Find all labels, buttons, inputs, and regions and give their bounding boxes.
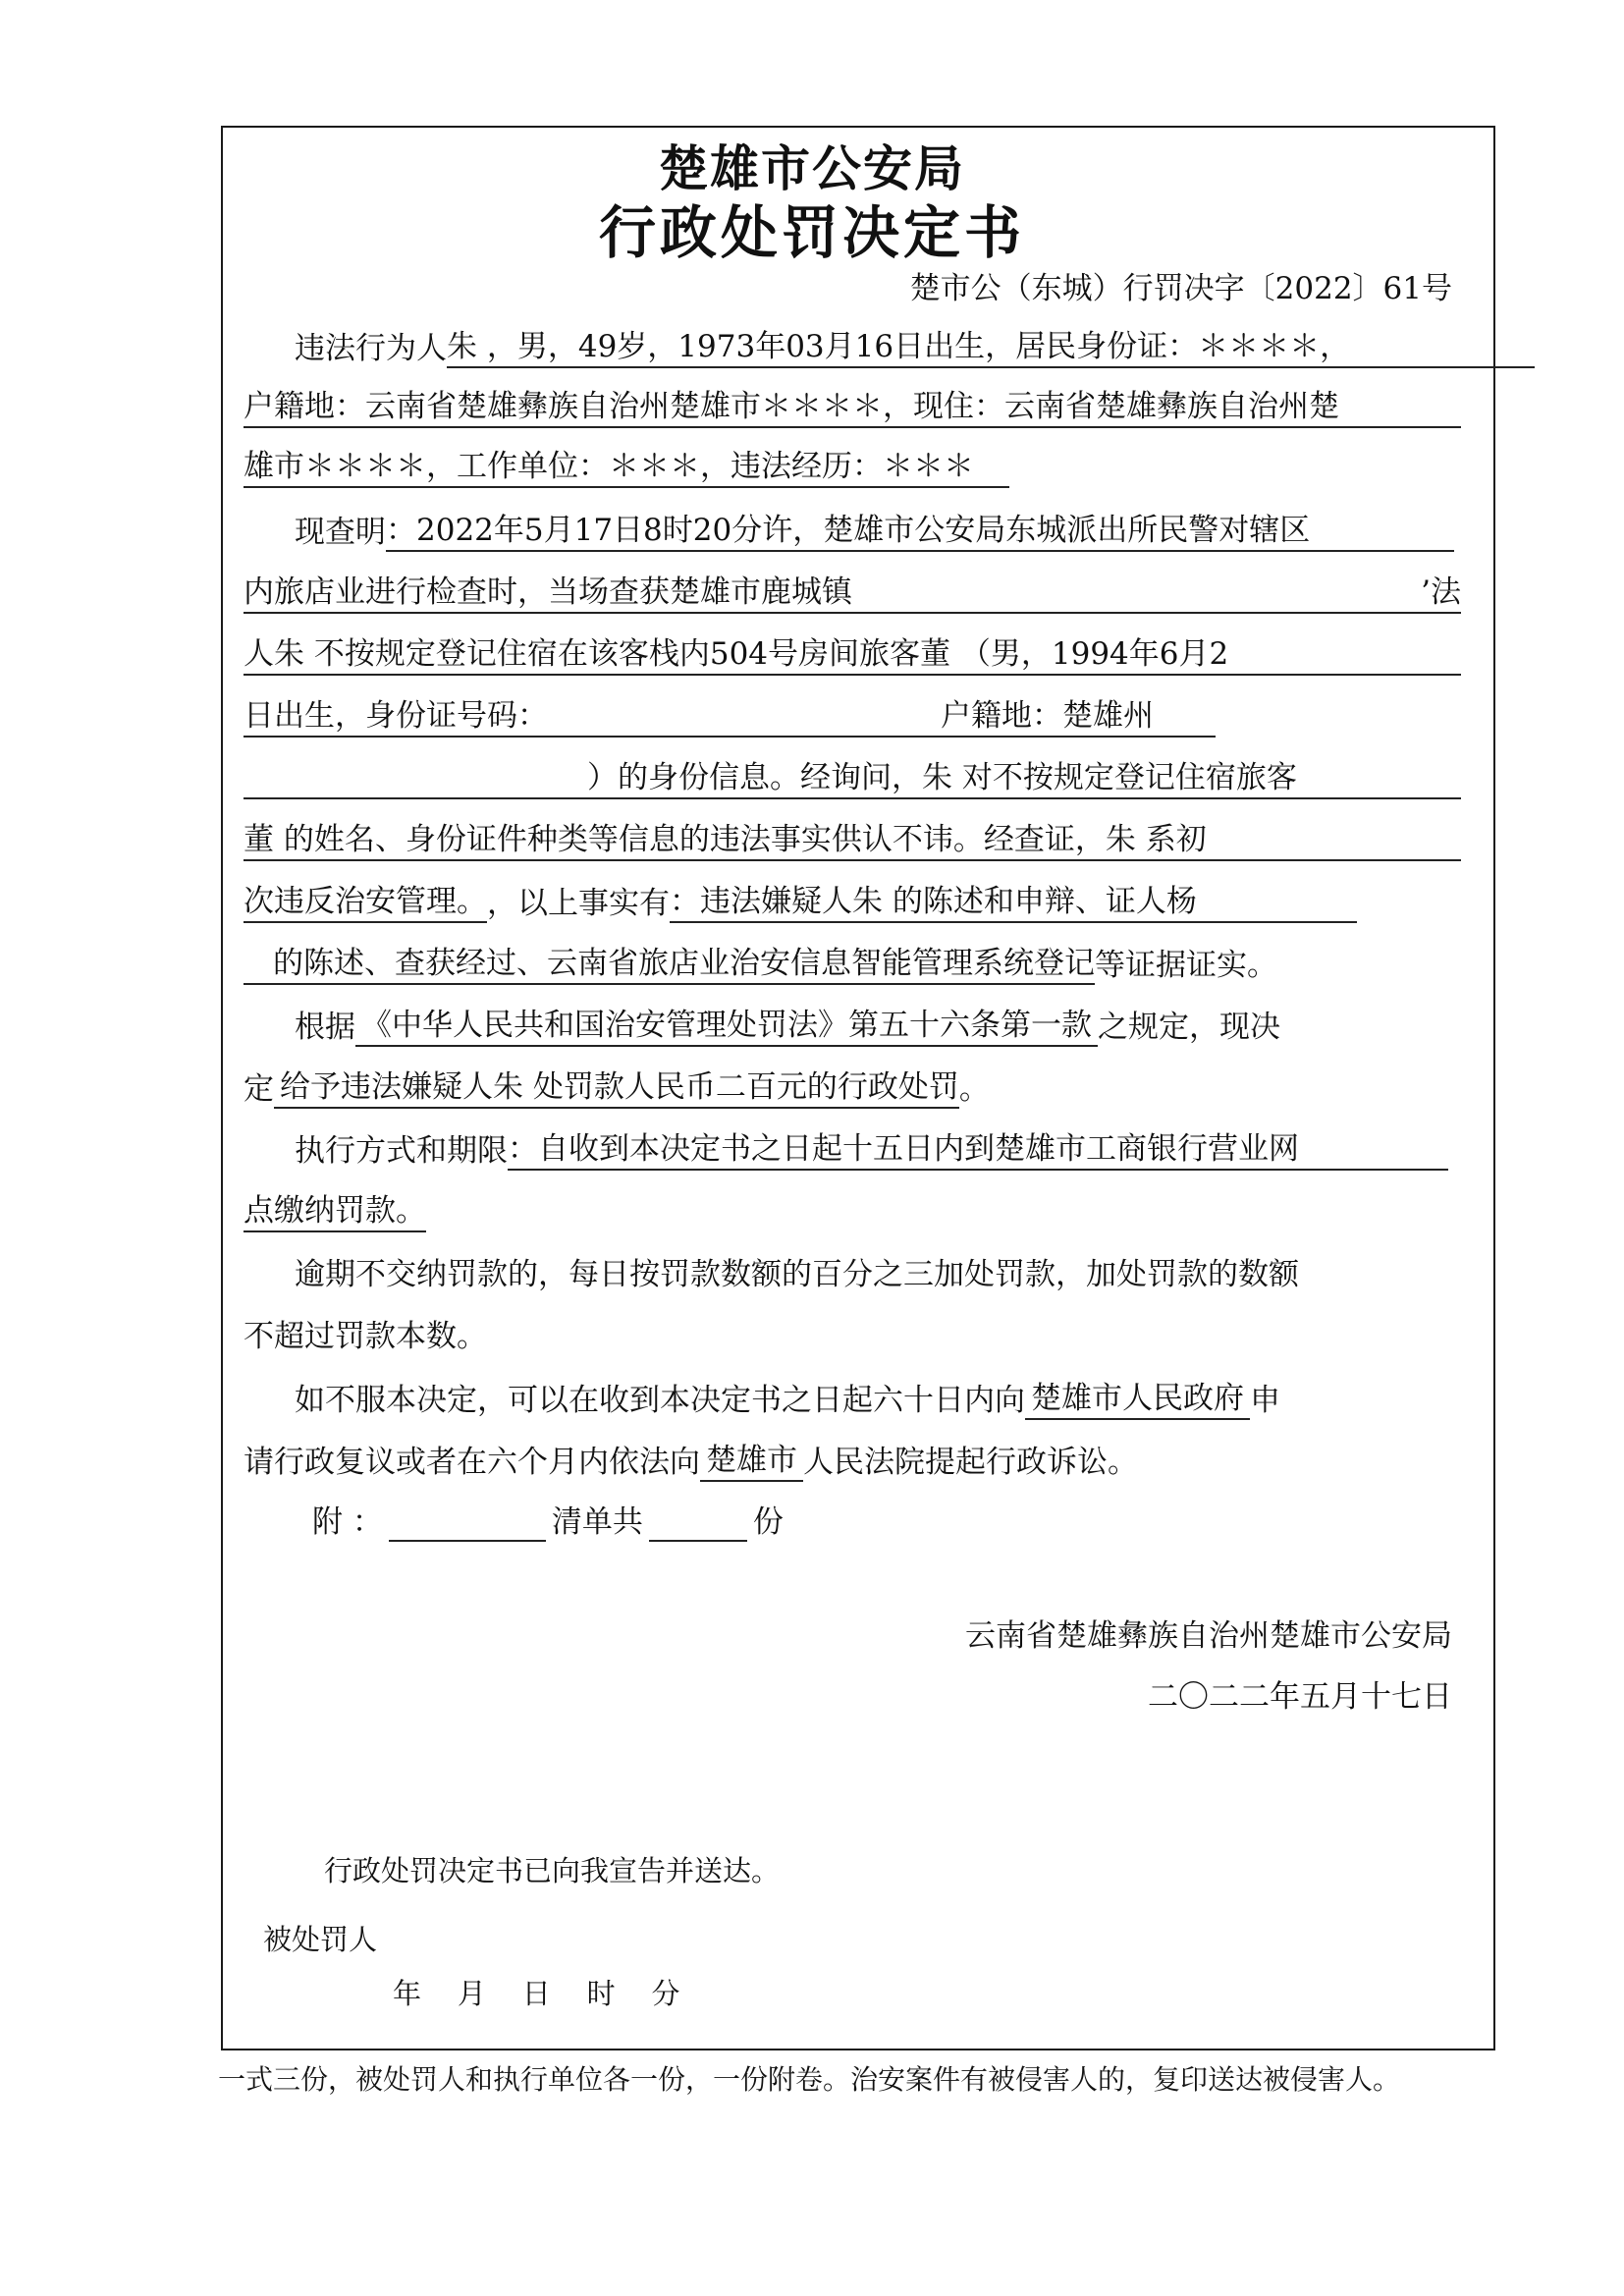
document-title: 行政处罚决定书 [598, 199, 1025, 266]
issuing-organization: 云南省楚雄彝族自治州楚雄市公安局 [965, 1618, 1452, 1654]
appeal-line-1: 如不服本决定，可以在收到本决定书之日起六十日内向 楚雄市人民政府 申 [295, 1381, 1280, 1418]
facts-line-3 [244, 634, 1461, 676]
person-line-2 [244, 387, 1461, 428]
basis-label: 根据 [295, 1010, 355, 1045]
facts-line-1 [295, 511, 1454, 552]
basis-tail: 之规定，现决 [1098, 1010, 1280, 1045]
facts-connector: ，以上事实有 [487, 886, 670, 921]
facts-line-8 [244, 944, 1277, 985]
facts-label: 现查明 [295, 515, 386, 550]
person-line-1 [295, 327, 1535, 368]
attachment-line [312, 1503, 784, 1542]
overdue-line-2: 不超过罚款本数。 [244, 1319, 487, 1354]
basis-line-1 [295, 1006, 1280, 1047]
person-line-3 [244, 447, 1009, 488]
facts-text-3: 人朱 不按规定登记住宿在该客栈内504号房间旅客董 （男，1994年6月2 [244, 634, 1461, 676]
receipt-date-line: 年 月 日 时 分 [393, 1977, 680, 2010]
issuer-title: 楚雄市公安局 [659, 140, 965, 197]
footer-note: 一式三份，被处罚人和执行单位各一份，一份附卷。治安案件有被侵害人的，复印送达被侵害人。 [218, 2063, 1401, 2096]
facts-text-2: 内旅店业进行检查时，当场查获楚雄市鹿城镇 ’法 [244, 573, 1461, 614]
decision-label: 定 [244, 1071, 274, 1107]
person-label: 违法行为人 [295, 331, 447, 366]
facts-line-6 [244, 820, 1461, 861]
issue-date: 二〇二二年五月十七日 [1148, 1679, 1452, 1715]
basis-line-2 [244, 1067, 990, 1109]
facts-line-4 [244, 696, 1216, 738]
attachment-count-blank [649, 1506, 747, 1542]
attachment-label: 附 ： [312, 1504, 383, 1540]
decision-text: 给予违法嫌疑人朱 处罚款人民币二百元的行政处罚 [274, 1067, 959, 1109]
execution-text-2: 点缴纳罚款。 [244, 1191, 426, 1232]
court-name: 楚雄市 [700, 1441, 803, 1482]
execution-label: 执行方式和期限 [295, 1133, 508, 1169]
penalized-person-label: 被处罚人 [263, 1923, 378, 1956]
appeal-line-2: 请行政复议或者在六个月内依法向 楚雄市 人民法院提起行政诉讼。 [244, 1443, 1138, 1480]
attachment-name-blank [389, 1506, 546, 1542]
facts-evidence-2: 的陈述、查获经过、云南省旅店业治安信息智能管理系统登记 [244, 944, 1095, 985]
person-info-1: 朱 ，男，49岁，1973年03月16日出生，居民身份证：＊＊＊＊， [447, 327, 1535, 368]
decision-tail: 。 [958, 1071, 990, 1107]
attachment-unit: 份 [752, 1504, 784, 1540]
overdue-line-1: 逾期不交纳罚款的，每日按罚款数额的百分之三加处罚款，加处罚款的数额 [295, 1257, 1299, 1292]
facts-line-2 [244, 573, 1461, 614]
facts-text-5: ）的身份信息。经询问，朱 对不按规定登记住宿旅客 [244, 758, 1461, 799]
document-number: 楚市公（东城）行罚决字〔2022〕61号 [909, 271, 1452, 306]
person-info-2: 户籍地：云南省楚雄彝族自治州楚雄市＊＊＊＊，现住：云南省楚雄彝族自治州楚 [244, 387, 1461, 428]
facts-text-1: ：2022年5月17日8时20分许，楚雄市公安局东城派出所民警对辖区 [386, 511, 1454, 552]
facts-line-5 [244, 758, 1461, 799]
execution-line-2 [244, 1191, 426, 1232]
facts-text-7: 次违反治安管理。 [244, 882, 487, 923]
facts-evidence-1: ：违法嫌疑人朱 的陈述和申辩、证人杨 [670, 882, 1357, 923]
attachment-list-label: 清单共 [551, 1504, 643, 1540]
execution-line-1 [295, 1129, 1448, 1171]
facts-line-7 [244, 882, 1357, 923]
facts-closing: 等证据证实。 [1095, 948, 1277, 983]
execution-text-1: ：自收到本决定书之日起十五日内到楚雄市工商银行营业网 [508, 1129, 1448, 1171]
basis-law: 《中华人民共和国治安管理处罚法》第五十六条第一款 [355, 1006, 1098, 1047]
facts-text-4: 日出生，身份证号码： 户籍地：楚雄州 [244, 696, 1216, 738]
review-authority: 楚雄市人民政府 [1025, 1379, 1250, 1420]
receipt-statement: 行政处罚决定书已向我宣告并送达。 [324, 1854, 781, 1887]
person-info-3: 雄市＊＊＊＊，工作单位：＊＊＊，违法经历：＊＊＊ [244, 447, 1009, 488]
facts-text-6: 董 的姓名、身份证件种类等信息的违法事实供认不讳。经查证，朱 系初 [244, 820, 1461, 861]
